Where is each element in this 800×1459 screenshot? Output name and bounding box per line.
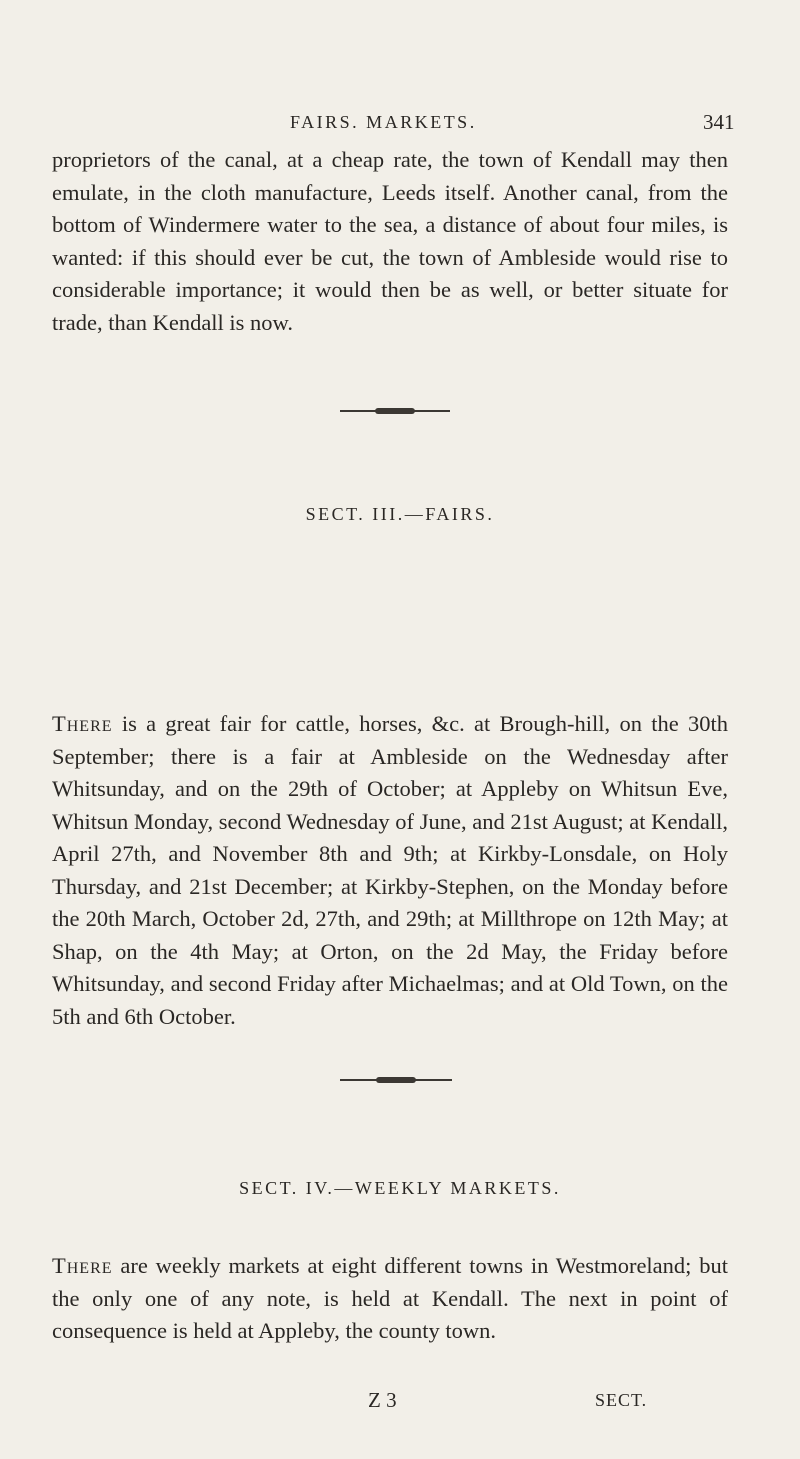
paragraph-lead-word: There	[52, 1253, 113, 1278]
signature-mark: Z 3	[368, 1388, 397, 1412]
paragraph-fairs-text: is a great fair for cattle, horses, &c. at Brough-hill, on the 30th September; there is a fair at Ambleside on the Wednesday after Whitsunday, and on the 29th of October; at Appleby on Whitsun Eve, Whitsun Monday, second Wednesday of June, and 21st August; at Kendall, April 27th, and November 8th and 9th; at Kirkby-Lonsdale, on Holy Thursday, and 21st December; at Kirkby-Stephen, on the Monday before the 20th March, October 2d, 27th, and 29th; at Millthrope on 12th May; at Shap, on the 4th May; at Orton, on the 2d May, the Friday before Whitsunday, and second Friday after Michaelmas; and at Old Town, on the 5th and 6th October.	[52, 711, 728, 1029]
paragraph-lead-word: There	[52, 711, 113, 736]
section-heading-fairs: SECT. III.—FAIRS.	[305, 504, 495, 524]
section-heading-weekly-markets: SECT. IV.—WEEKLY MARKETS.	[239, 1178, 561, 1198]
running-title: FAIRS. MARKETS.	[290, 112, 477, 132]
page-number: 341	[703, 110, 735, 134]
paragraph-markets-text: are weekly markets at eight different towns in Westmoreland; but the only one of any note, is held at Kendall. The next in point of consequence is held at Appleby, the county town.	[52, 1253, 728, 1343]
paragraph-canal: proprietors of the canal, at a cheap rate, the town of Kendall may then emulate, in the cloth manufacture, Leeds itself. Another canal, from the bottom of Windermere water to the sea, a distance of about four miles, is wanted: if this should ever be cut, the town of Ambleside would rise to considerable importance; it would then be as well, or better situate for trade, than Kendall is now.	[52, 147, 728, 335]
running-head	[0, 112, 800, 142]
page-footer	[0, 1388, 800, 1418]
section-divider-ornament	[340, 410, 450, 412]
catchword: SECT.	[595, 1390, 648, 1410]
section-divider-ornament	[340, 1079, 452, 1081]
paragraph-weekly-markets	[52, 1250, 728, 1348]
paragraph-fairs	[52, 708, 728, 1033]
